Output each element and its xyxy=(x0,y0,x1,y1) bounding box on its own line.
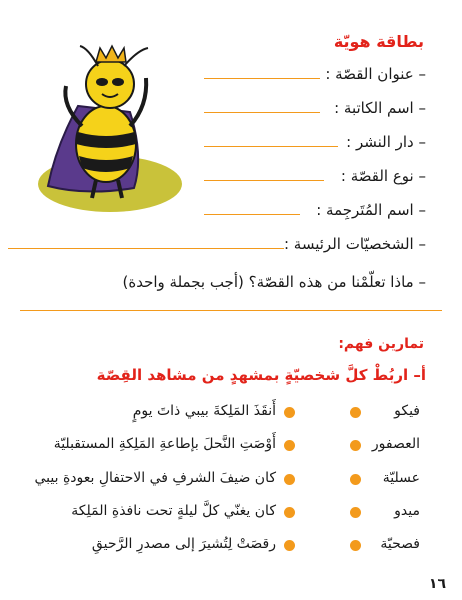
field-publisher: – دار النشر : xyxy=(346,133,426,151)
answer-line-main-characters[interactable] xyxy=(8,248,284,249)
field-translator: – اسم المُتَرجِمة : xyxy=(316,201,426,219)
bee-head xyxy=(86,60,134,108)
identity-card-title: بطاقة هويّة xyxy=(333,32,424,51)
match-dot-scene[interactable] xyxy=(284,407,295,418)
match-dot-character[interactable] xyxy=(350,540,361,551)
antenna-right xyxy=(124,48,148,66)
exercise-a-instruction: أ– اربُطْ كلَّ شخصيّةٍ بمشهدٍ من مشاهد القِصّة xyxy=(96,366,426,384)
answer-line-translator[interactable] xyxy=(204,214,300,215)
scene-sentence: كان ضيفَ الشرفِ في الاحتفالِ بعودةِ بيبي xyxy=(34,470,276,486)
character-name: ميدو xyxy=(394,503,420,519)
exercises-heading: تمارين فهم: xyxy=(338,336,424,352)
scene-sentence: رقصَتْ لِتُشيرَ إلى مصدرِ الرَّحيقِ xyxy=(91,536,276,552)
field-story-type: – نوع القصّة : xyxy=(340,167,426,185)
character-name: فصحيّة xyxy=(380,536,420,552)
answer-line-publisher[interactable] xyxy=(204,146,338,147)
match-dot-scene[interactable] xyxy=(284,440,295,451)
match-dot-scene[interactable] xyxy=(284,507,295,518)
scene-sentence: أَوْصَتِ النَّحلَ بإطاعةِ المَلِكةِ المستقبليّة xyxy=(53,436,276,452)
crown-icon xyxy=(96,46,126,62)
match-dot-scene[interactable] xyxy=(284,540,295,551)
scene-sentence: كان يغنّي كلَّ ليلةٍ تحت نافذةِ المَلِكة xyxy=(71,503,276,519)
field-story-title: – عنوان القصّة : xyxy=(325,65,426,83)
answer-line-story-title[interactable] xyxy=(204,78,320,79)
antenna-left xyxy=(80,46,98,66)
queen-bee-illustration xyxy=(26,36,186,216)
match-dot-character[interactable] xyxy=(350,507,361,518)
answer-line-lesson[interactable] xyxy=(20,310,442,311)
match-dot-character[interactable] xyxy=(350,407,361,418)
answer-line-story-type[interactable] xyxy=(204,180,324,181)
page-number: ١٦ xyxy=(428,576,446,592)
left-eye xyxy=(96,78,108,86)
question-lesson: – ماذا تعلّمْنا من هذه القصّة؟ (أجب بجملة واحدة) xyxy=(122,273,426,291)
character-name: العصفور xyxy=(371,436,420,452)
answer-line-author[interactable] xyxy=(204,112,320,113)
match-dot-character[interactable] xyxy=(350,474,361,485)
right-eye xyxy=(112,78,124,86)
field-main-characters: – الشخصيّات الرئيسة : xyxy=(283,235,426,253)
character-name: فيكو xyxy=(394,403,420,419)
match-dot-scene[interactable] xyxy=(284,474,295,485)
character-name: عسليّة xyxy=(382,470,420,486)
match-dot-character[interactable] xyxy=(350,440,361,451)
field-author: – اسم الكاتبة : xyxy=(334,99,426,117)
scene-sentence: أَنقَذَ المَلِكةَ بيبي ذاتَ يومٍ xyxy=(132,403,276,419)
